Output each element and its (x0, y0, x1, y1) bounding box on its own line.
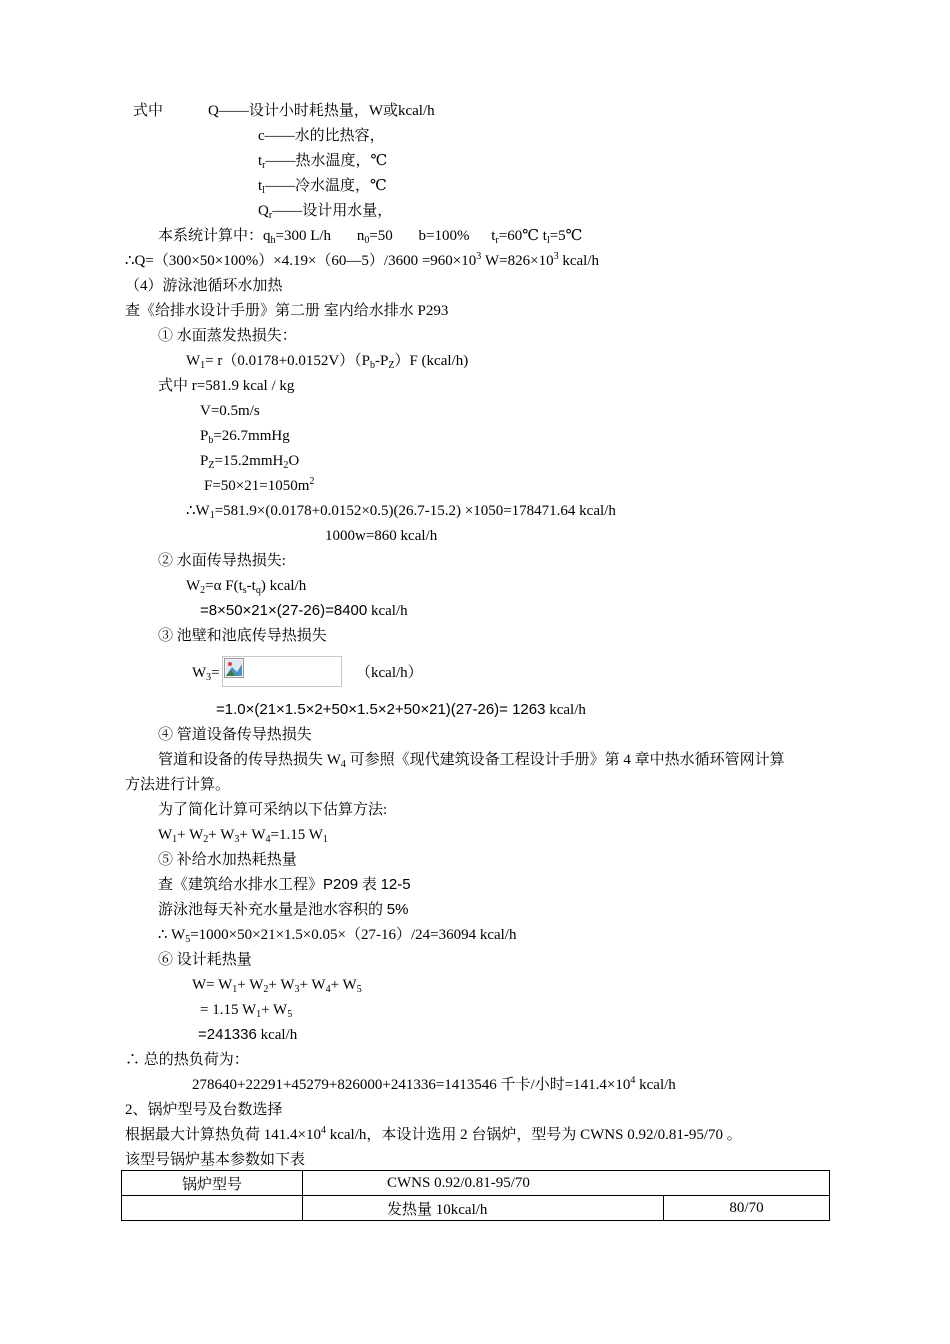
text-line: $P_b=26.7mmHg$ (200, 428, 290, 446)
section-heading: （4）游泳池循环水加热 (125, 278, 283, 294)
formula-line: =1.0×(21×1.5×2+50×1.5×2+50×21)(27-26)= 1263 kcal/h (216, 701, 586, 718)
text-line: 查《给排水设计手册》第二册 室内给水排水 P293 (125, 303, 449, 319)
text-line: ① 水面蒸发热损失： (158, 328, 297, 344)
text-line: 式中 r=581.9 kcal / kg (158, 378, 295, 394)
text-line: ④ 管道设备传导热损失 (158, 727, 312, 743)
broken-image-icon (224, 658, 244, 678)
table-cell: 发热量 10kcal/h (303, 1196, 664, 1221)
formula-line: $W_3=$ (192, 665, 220, 683)
formula-line: $W_1+ W_2+ W_3+ W_4=1.15$ $W_1$ (158, 827, 328, 845)
text-line: 本系统计算中：$q_h=300$ L/h $n_0=50$ b=100% $t_r=60℃$ $t_l=5℃$ (158, 228, 583, 246)
text-line: ⑤ 补给水加热耗热量 (158, 852, 297, 868)
text-line: ⑥ 设计耗热量 (158, 952, 252, 968)
boiler-parameter-table (121, 1170, 830, 1221)
text-line: 该型号锅炉基本参数如下表 (125, 1152, 306, 1168)
text-line: $t_l——$冷水温度，℃ (258, 178, 387, 196)
text-line: $F=50\times 21=1050m^2$ (204, 476, 315, 494)
text-line: 为了简化计算可采纳以下估算方法: (158, 802, 388, 818)
section-heading: 2、锅炉型号及台数选择 (125, 1102, 283, 1118)
text-line: $P_Z=15.2mmH_2O$ (200, 453, 300, 471)
text-line: Q——设计小时耗热量，W或kcal/h (208, 103, 435, 119)
text-line: c——水的比热容， (258, 128, 385, 144)
table-cell: 80/70 (664, 1196, 830, 1221)
text-line: 查《建筑给水排水工程》P209 表 12-5 (158, 876, 411, 893)
text-line: 管道和设备的传导热损失 $W_4$ 可参照《现代建筑设备工程设计手册》第 4 章中热水循环管网计算 (158, 752, 785, 770)
text-line: 游泳池每天补充水量是池水容积的 5% (158, 901, 409, 918)
formula-line: $W_1= r(0.0178+0.0152V)(P_b-P_Z)F$ (kcal/h) (186, 353, 469, 371)
formula-line: $W= W_1+ W_2+ W_3+ W_4+ W_5$ (192, 977, 362, 995)
table-row (122, 1171, 830, 1196)
text-line: 式中 (133, 103, 164, 119)
formula-line: = 1.15 $W_1+ W_5$ (200, 1002, 293, 1020)
text-line: （kcal/h） (356, 665, 423, 681)
table-cell (122, 1196, 303, 1221)
formula-line: ∴ $W_5=1000\times 50\times 21\times 1.5\times 0.05\times(27-16)/24=36094$ kcal/h (158, 927, 517, 945)
formula-image-placeholder (222, 656, 342, 687)
text-line: 方法进行计算。 (125, 777, 231, 793)
text-line: ② 水面传导热损失: (158, 553, 286, 569)
text-line: $t_r——$热水温度，℃ (258, 153, 388, 171)
text-line: 1000w=860 kcal/h (325, 528, 438, 544)
text-line: V=0.5m/s (200, 403, 260, 419)
formula-line: 278640+22291+45279+826000+241336=1413546 千卡/小时$=141.4\times 10^4$ kcal/h (192, 1075, 676, 1093)
text-line: 根据最大计算热负荷 $141.4\times 10^4$ kcal/h，本设计选用 2 台锅炉，型号为 CWNS 0.92/0.81-95/70 。 (125, 1125, 742, 1143)
formula-line: $W_2=\alpha$ $F(t_s-t_q)$ kcal/h (186, 578, 307, 596)
table-cell: CWNS 0.92/0.81-95/70 (303, 1171, 830, 1196)
formula-line: $\therefore W_1=581.9\times(0.0178+0.0152\times 0.5)(26.7-15.2) \times 1050=178471.64$ kcal/h (186, 503, 616, 521)
text-line: ∴Q=（300×50×100%）×4.19×（60—5）/3600 $=960\times 10^3$ $W=826\times 10^3$ kcal/h (125, 251, 599, 269)
text-line: $Q_r——$设计用水量， (258, 203, 393, 221)
formula-line: =8×50×21×(27-26)=8400 kcal/h (200, 602, 408, 619)
table-cell: 锅炉型号 (122, 1171, 303, 1196)
table-row (122, 1196, 830, 1221)
text-line: ∴ 总的热负荷为： (125, 1052, 249, 1068)
formula-line: =241336 kcal/h (198, 1026, 298, 1043)
text-line: ③ 池壁和池底传导热损失 (158, 628, 327, 644)
